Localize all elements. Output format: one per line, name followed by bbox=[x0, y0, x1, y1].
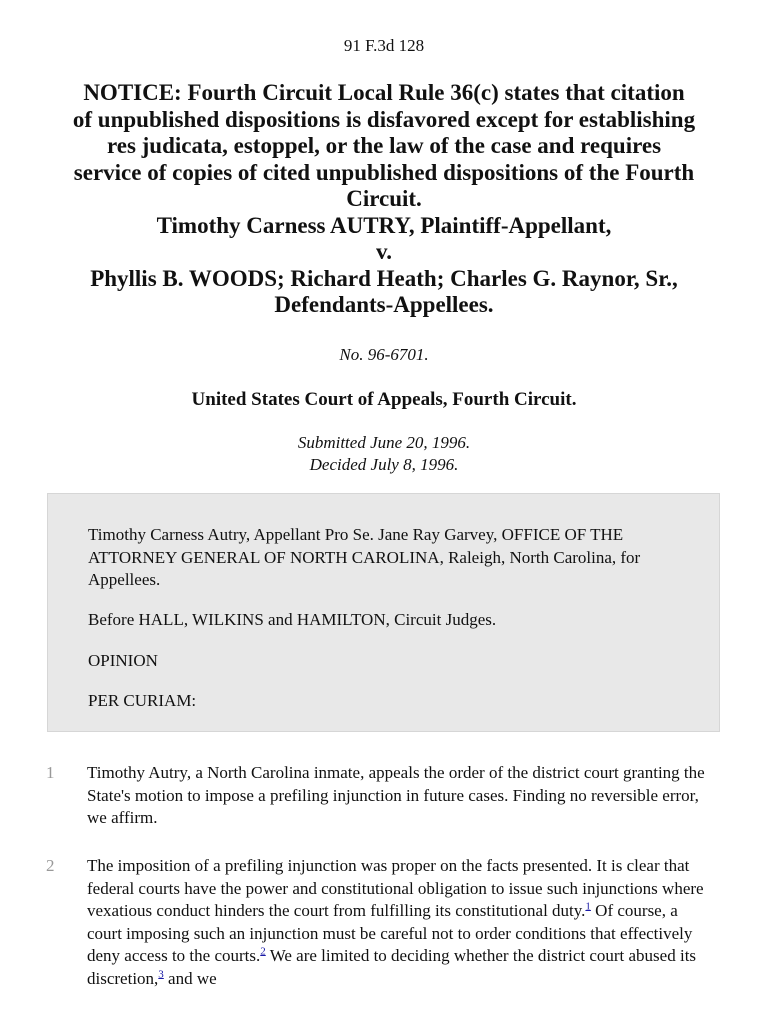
case-caption bbox=[40, 80, 728, 319]
notice-line: NOTICE: Fourth Circuit Local Rule 36(c) states that citation bbox=[83, 80, 685, 105]
case-dates bbox=[0, 432, 768, 476]
notice-line: Circuit. bbox=[346, 186, 422, 211]
counsel-panel bbox=[47, 493, 720, 732]
plaintiff-line: Timothy Carness AUTRY, Plaintiff-Appellant, bbox=[156, 212, 612, 238]
paragraph-text-segment: We are limited to deciding whether the district court abused its discretion, bbox=[87, 946, 697, 988]
paragraph-text-segment: The imposition of a prefiling injunction was proper on the facts presented. It is clear that federal courts have the power and constitutional obligation to issue such injunctions where vexatious conduct hinders the court from fulfilling its constitutional duty. bbox=[87, 856, 704, 920]
per-curiam-label: PER CURIAM: bbox=[88, 691, 197, 710]
paragraph-number: 1 bbox=[46, 763, 55, 782]
footnote-link-3[interactable]: 3 bbox=[158, 967, 164, 980]
footnote-link-2[interactable]: 2 bbox=[260, 945, 266, 958]
court-name: United States Court of Appeals, Fourth Circuit. bbox=[191, 389, 577, 410]
decided-date: Decided July 8, 1996. bbox=[309, 455, 459, 474]
paragraph-text-segment: and we bbox=[163, 968, 217, 988]
counsel-text: Timothy Carness Autry, Appellant Pro Se. Jane Ray Garvey, OFFICE OF THE ATTORNEY GENERAL OF NORTH CAROLINA, Raleigh, North Carolina, for Appellees. bbox=[88, 525, 641, 589]
paragraph-text: Timothy Autry, a North Carolina inmate, appeals the order of the district court granting the State's motion to impose a prefiling injunction in future cases. Finding no reversible error, we affirm. bbox=[87, 763, 705, 827]
judges-text: Before HALL, WILKINS and HAMILTON, Circuit Judges. bbox=[88, 610, 497, 629]
versus-line: v. bbox=[376, 239, 392, 264]
paragraph-text-segment: Of course, a court imposing such an injunction must be careful not to order conditions that effectively deny access to the courts. bbox=[87, 901, 693, 965]
notice-line: res judicata, estoppel, or the law of the case and requires bbox=[106, 133, 662, 158]
paragraph-text bbox=[87, 855, 715, 990]
footnote-link-1[interactable]: 1 bbox=[585, 900, 591, 913]
opinion-label: OPINION bbox=[88, 651, 158, 670]
submitted-date: Submitted June 20, 1996. bbox=[297, 433, 471, 452]
defendants-role-line: Defendants-Appellees. bbox=[274, 292, 494, 317]
paragraph-number: 2 bbox=[46, 856, 55, 875]
case-citation: 91 F.3d 128 bbox=[343, 36, 425, 55]
defendants-line: Phyllis B. WOODS; Richard Heath; Charles G. Raynor, Sr., bbox=[90, 265, 678, 291]
docket-number: No. 96-6701. bbox=[339, 345, 429, 364]
notice-line: of unpublished dispositions is disfavored except for establishing bbox=[72, 106, 696, 132]
notice-line: service of copies of cited unpublished dispositions of the Fourth bbox=[73, 159, 695, 185]
